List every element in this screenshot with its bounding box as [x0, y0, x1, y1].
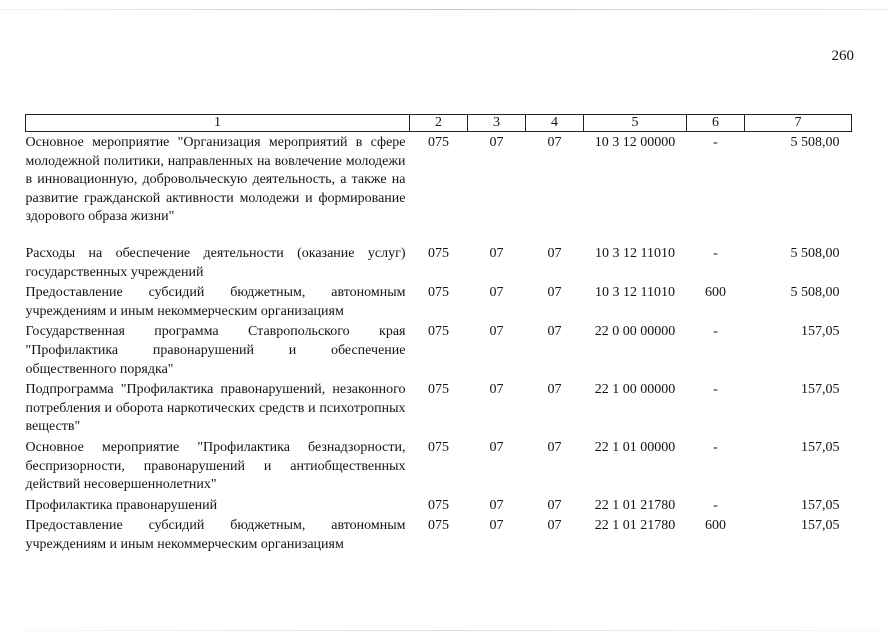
row-section: 07: [489, 324, 504, 340]
row-amount: 157,05: [801, 518, 840, 534]
row-admin-code: 075: [428, 497, 449, 513]
table-row: [26, 437, 852, 495]
row-name: Государственная программа Ставропольского края "Профилактика правонарушений и обеспечение общественного порядка": [25, 324, 406, 377]
row-name: Расходы на обеспечение деятельности (оказание услуг) государственных учреждений: [25, 245, 406, 280]
header-col-3: 3: [468, 115, 526, 132]
row-subsection: 07: [547, 245, 562, 261]
table-row: [26, 321, 852, 379]
row-admin-code: 075: [428, 135, 449, 150]
row-section: 07: [489, 382, 504, 398]
table-row: [26, 243, 852, 282]
table-row: [26, 132, 852, 227]
row-target-article: 10 3 12 11010: [595, 245, 675, 261]
row-subsection: 07: [547, 324, 562, 340]
row-target-article: 22 1 01 21780: [594, 518, 676, 534]
row-target-article: 22 1 00 00000: [594, 382, 676, 398]
row-name: Профилактика правонарушений: [25, 497, 218, 513]
row-subsection: 07: [547, 285, 562, 301]
row-admin-code: 075: [428, 518, 449, 534]
header-col-4: 4: [526, 115, 584, 132]
header-row: [26, 115, 852, 132]
row-target-article: 22 1 01 00000: [594, 439, 676, 455]
header-col-5: 5: [584, 115, 687, 132]
row-section: 07: [489, 245, 504, 261]
row-name: Предоставление субсидий бюджетным, автономным учреждениям и иным некоммерческим организациям: [25, 285, 406, 319]
row-name: Основное мероприятие "Профилактика безнадзорности, беспризорности, правонарушений и антиобщественных действий несовершеннолетних": [25, 439, 406, 493]
row-expense-type: 600: [705, 285, 726, 301]
budget-table: [25, 114, 852, 554]
row-amount: 157,05: [801, 382, 840, 398]
row-section: 07: [489, 497, 504, 513]
row-expense-type: 600: [705, 518, 726, 534]
row-target-article: 10 3 12 00000: [594, 135, 676, 150]
row-expense-type: -: [713, 135, 718, 150]
table-row: [26, 282, 852, 321]
row-section: 07: [489, 135, 504, 150]
row-section: 07: [489, 518, 504, 534]
row-name: Основное мероприятие "Организация мероприятий в сфере молодежной политики, направленных на вовлечение молодежи в инновационную, добровольческую деятельность, а также на развитие гражданской активности молодежи и формирование здорового образа жизни": [25, 135, 406, 225]
row-subsection: 07: [547, 382, 562, 398]
row-admin-code: 075: [428, 245, 449, 261]
row-admin-code: 075: [428, 439, 449, 455]
row-target-article: 22 1 01 21780: [594, 497, 676, 513]
row-expense-type: -: [713, 382, 718, 398]
table-spacer: [26, 227, 852, 243]
row-name: Предоставление субсидий бюджетным, автономным учреждениям и иным некоммерческим организациям: [25, 518, 406, 552]
row-amount: 157,05: [801, 497, 840, 513]
row-expense-type: -: [713, 324, 718, 340]
row-target-article: 22 0 00 00000: [594, 324, 676, 340]
header-col-2: 2: [410, 115, 468, 132]
row-expense-type: -: [713, 497, 718, 513]
row-subsection: 07: [547, 135, 562, 150]
scan-edge-top: [0, 9, 889, 10]
row-target-article: 10 3 12 11010: [595, 285, 675, 301]
row-section: 07: [489, 439, 504, 455]
row-expense-type: -: [713, 439, 718, 455]
row-expense-type: -: [713, 245, 718, 261]
row-admin-code: 075: [428, 285, 449, 301]
scan-edge-bottom: [20, 630, 880, 631]
row-amount: 157,05: [801, 324, 840, 340]
header-col-6: 6: [687, 115, 745, 132]
row-amount: 5 508,00: [790, 245, 840, 261]
row-name: Подпрограмма "Профилактика правонарушений, незаконного потребления и оборота наркотических средств и психотропных веществ": [25, 382, 406, 435]
row-admin-code: 075: [428, 382, 449, 398]
page-number: 260: [831, 48, 854, 64]
row-section: 07: [489, 285, 504, 301]
row-subsection: 07: [547, 439, 562, 455]
table-row: [26, 495, 852, 516]
row-subsection: 07: [547, 497, 562, 513]
row-admin-code: 075: [428, 324, 449, 340]
header-col-1: 1: [26, 115, 410, 132]
header-col-7: 7: [745, 115, 852, 132]
row-amount: 5 508,00: [790, 285, 840, 301]
row-amount: 5 508,00: [790, 135, 840, 150]
row-amount: 157,05: [801, 439, 840, 455]
table-row: [26, 379, 852, 437]
table-row: [26, 515, 852, 554]
row-subsection: 07: [547, 518, 562, 534]
